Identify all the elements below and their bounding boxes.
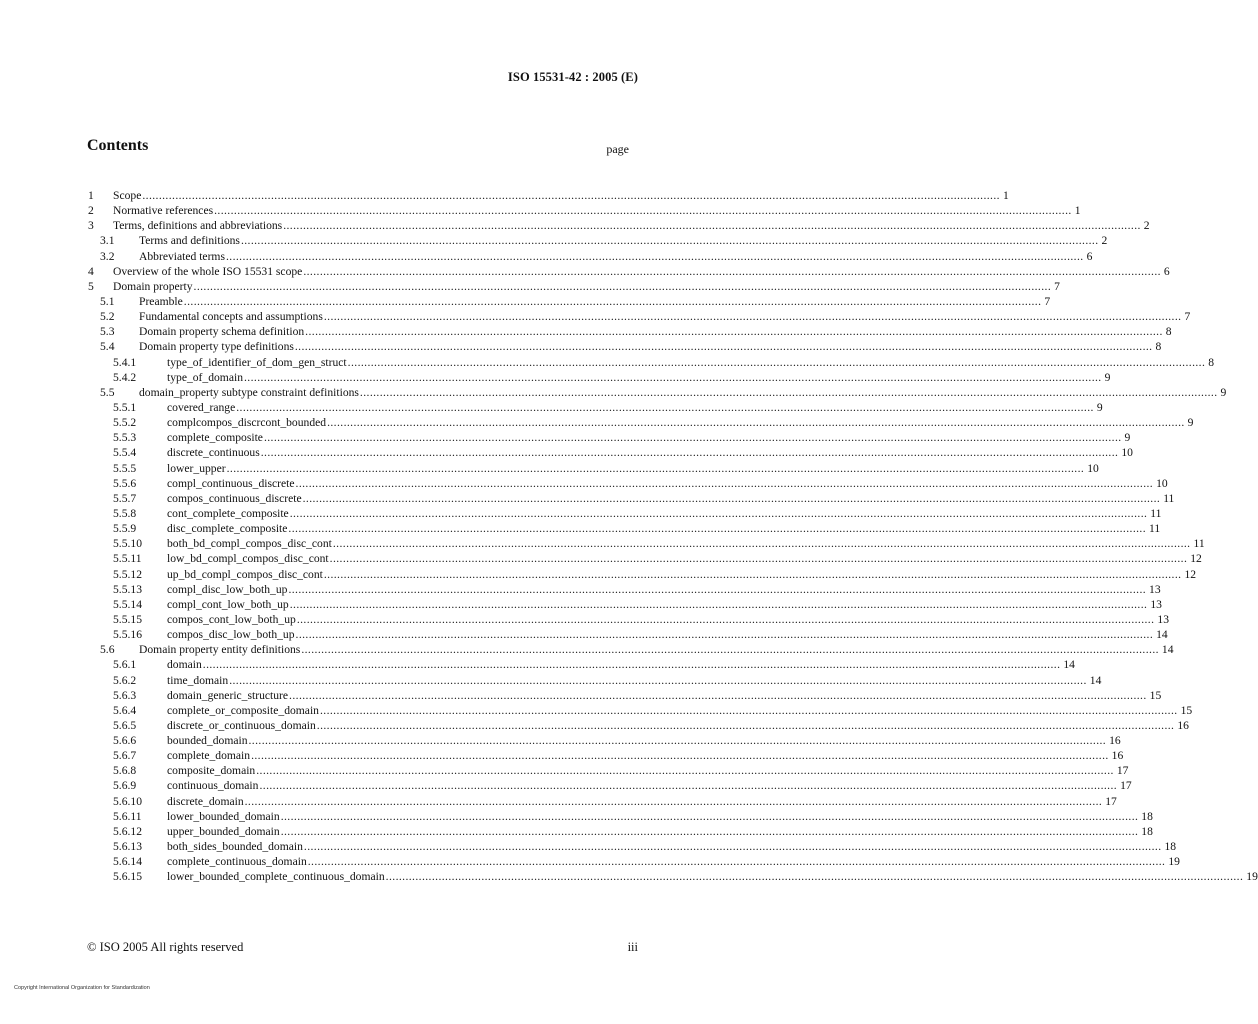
toc-entry-title: discrete_continuous [167,446,260,460]
toc-entry[interactable] [88,794,1117,809]
toc-entry[interactable] [88,748,1124,763]
toc-entry-page: 16 [1111,749,1124,763]
toc-entry-title: discrete_or_continuous_domain [167,718,316,732]
toc-entry[interactable] [88,854,1180,869]
toc-entry-page: 10 [1087,461,1099,475]
toc-entry-page: 16 [1109,734,1121,748]
toc-entry-number: 4 [88,264,94,278]
toc-entry-title: lower_bounded_complete_continuous_domain [167,870,385,884]
toc-entry-title: compl_disc_low_both_up [167,582,288,596]
toc-entry-page: 9 [1220,385,1227,399]
toc-entry[interactable] [88,430,1131,445]
dot-leader: .................................................................................................................................................................................................................................................................... [332,537,1191,551]
toc-entry-number: 5.4.2 [113,370,137,384]
toc-entry[interactable] [88,506,1162,521]
dot-leader: .................................................................................................................................................................................................................................................................... [329,552,1188,566]
toc-entry-number: 5.5.4 [113,446,137,460]
toc-entry-number: 1 [88,189,94,202]
toc-entry-number: 3 [88,219,94,233]
toc-entry-page: 8 [1155,340,1162,354]
toc-entry-title: compl_cont_low_both_up [167,597,289,611]
dot-leader: .................................................................................................................................................................................................................................................................... [295,476,1154,490]
toc-entry-number: 5.6.2 [113,673,137,687]
toc-entry-page: 2 [1101,234,1108,248]
dot-leader: .................................................................................................................................................................................................................................................................... [316,718,1175,732]
dot-leader: .................................................................................................................................................................................................................................................................... [319,703,1178,717]
toc-entry-title: both_bd_compl_compos_disc_cont [167,537,332,551]
toc-entry-number: 5.5.10 [113,537,142,551]
toc-entry-page: 11 [1193,537,1205,551]
toc-entry[interactable] [88,869,1258,884]
dot-leader: .................................................................................................................................................................................................................................................................... [236,400,1094,414]
toc-entry-page: 19 [1246,870,1258,884]
toc-entry-number: 5.6 [100,643,115,657]
toc-entry[interactable] [88,521,1161,536]
toc-entry[interactable] [88,324,1172,339]
toc-entry-title: Terms and definitions [139,234,240,248]
toc-entry[interactable] [88,612,1169,627]
page-column-label: page [606,142,629,156]
toc-entry-number: 5.5.5 [113,461,137,475]
toc-entry-title: Domain property type definitions [139,340,294,354]
toc-entry-number: 5.4 [100,340,115,354]
dot-leader: .................................................................................................................................................................................................................................................................... [296,612,1155,626]
toc-entry[interactable] [88,688,1162,703]
toc-entry-title: Abbreviated terms [139,249,225,263]
toc-entry[interactable] [88,233,1108,248]
dot-leader: .................................................................................................................................................................................................................................................................... [248,734,1107,748]
toc-entry[interactable] [88,733,1121,748]
toc-entry-page: 18 [1141,809,1153,823]
toc-entry-page: 13 [1149,582,1161,596]
toc-entry-title: type_of_identifier_of_dom_gen_struct [167,355,347,369]
toc-entry-page: 10 [1156,476,1168,490]
toc-entry-page: 1 [1074,204,1081,218]
toc-entry-page: 15 [1180,703,1193,717]
dot-leader: .................................................................................................................................................................................................................................................................... [256,764,1114,778]
toc-entry-page: 18 [1141,824,1153,838]
toc-entry-number: 3.2 [100,249,115,263]
dot-leader: .................................................................................................................................................................................................................................................................... [295,628,1154,642]
dot-leader: .................................................................................................................................................................................................................................................................... [288,522,1147,536]
document-identifier: ISO 15531-42 : 2005 (E) [507,70,638,84]
dot-leader: .................................................................................................................................................................................................................................................................... [142,189,1000,202]
toc-entry[interactable] [88,824,1153,839]
toc-entry-number: 5.5.15 [113,612,142,626]
toc-entry-title: Domain property [113,279,193,293]
toc-entry[interactable] [88,763,1129,778]
toc-entry-title: compl_continuous_discrete [167,476,295,490]
toc-entry-title: compos_cont_low_both_up [167,612,296,626]
dot-leader: .................................................................................................................................................................................................................................................................... [225,249,1084,263]
toc-entry-title: complete_composite [167,431,263,445]
toc-entry-page: 16 [1177,718,1189,732]
toc-entry-page: 19 [1168,855,1180,869]
toc-entry-number: 5.5.12 [113,567,142,581]
toc-entry-number: 5.6.6 [113,734,137,748]
toc-entry[interactable] [88,218,1150,233]
toc-entry-title: Normative references [113,204,214,218]
dot-leader: .................................................................................................................................................................................................................................................................... [305,325,1163,339]
toc-entry-page: 17 [1116,764,1129,778]
toc-entry-page: 8 [1165,325,1172,339]
toc-entry[interactable] [88,582,1161,597]
table-of-contents [88,188,1258,884]
toc-entry-page: 11 [1163,491,1175,505]
footer-page-number: iii [627,940,638,954]
toc-entry-number: 5.6.3 [113,688,137,702]
toc-entry[interactable] [88,597,1162,612]
dot-leader: .................................................................................................................................................................................................................................................................... [303,264,1161,278]
toc-entry-page: 6 [1086,249,1093,263]
toc-entry-number: 5.5.6 [113,476,137,490]
toc-entry[interactable] [88,461,1099,476]
toc-entry-title: domain_property subtype constraint definitions [139,385,359,399]
toc-entry-title: both_sides_bounded_domain [167,840,303,854]
toc-entry[interactable] [88,567,1197,582]
toc-entry[interactable] [88,491,1175,506]
dot-leader: .................................................................................................................................................................................................................................................................... [289,506,1148,520]
toc-entry-title: bounded_domain [167,734,248,748]
toc-entry-page: 17 [1105,794,1117,808]
toc-entry-title: domain_generic_structure [167,688,289,702]
toc-entry[interactable] [88,279,1060,294]
toc-entry-number: 3.1 [100,234,115,248]
toc-entry-title: low_bd_compl_compos_disc_cont [167,552,329,566]
toc-entry-number: 5.6.5 [113,718,137,732]
toc-entry-number: 5.6.1 [113,658,137,672]
toc-entry-number: 5.5.11 [113,552,142,566]
toc-entry-number: 5.6.11 [113,809,142,823]
toc-entry-title: discrete_domain [167,794,244,808]
dot-leader: .................................................................................................................................................................................................................................................................... [202,658,1061,672]
toc-entry-title: Domain property schema definition [139,325,305,339]
toc-entry-number: 5.6.9 [113,779,137,793]
toc-entry-number: 5.2 [100,310,115,324]
dot-leader: .................................................................................................................................................................................................................................................................... [263,431,1122,445]
toc-entry-page: 18 [1164,840,1177,854]
toc-entry-title: Domain property entity definitions [139,643,301,657]
toc-entry-number: 5 [88,279,94,293]
toc-entry[interactable] [88,476,1168,491]
toc-entry-title: up_bd_compl_compos_disc_cont [167,567,323,581]
dot-leader: .................................................................................................................................................................................................................................................................... [280,809,1139,823]
dot-leader: .................................................................................................................................................................................................................................................................... [260,446,1119,460]
toc-entry[interactable] [88,203,1081,218]
toc-entry-page: 9 [1124,431,1131,445]
toc-entry-number: 5.6.4 [113,703,137,717]
toc-entry-page: 12 [1184,567,1197,581]
dot-leader: .................................................................................................................................................................................................................................................................... [288,582,1147,596]
toc-entry-number: 5.5.8 [113,506,137,520]
toc-entry-page: 15 [1149,688,1162,702]
toc-entry-page: 9 [1104,370,1111,384]
toc-entry[interactable] [88,551,1202,566]
toc-entry-title: Preamble [139,294,183,308]
toc-entry-number: 5.5.14 [113,597,142,611]
toc-entry-title: complete_continuous_domain [167,855,307,869]
dot-leader: .................................................................................................................................................................................................................................................................... [385,870,1244,884]
dot-leader: .................................................................................................................................................................................................................................................................... [244,370,1102,384]
dot-leader: .................................................................................................................................................................................................................................................................... [280,824,1139,838]
toc-entry-page: 13 [1150,597,1162,611]
toc-entry-page: 11 [1149,522,1161,536]
dot-leader: .................................................................................................................................................................................................................................................................... [240,234,1099,248]
toc-entry-number: 5.5.7 [113,491,137,505]
toc-entry-number: 5.1 [100,294,115,308]
toc-entry[interactable] [88,718,1189,733]
toc-entry[interactable] [88,673,1102,688]
toc-entry[interactable] [88,385,1227,400]
toc-entry-title: Overview of the whole ISO 15531 scope [113,264,303,278]
toc-entry-number: 2 [88,204,94,218]
toc-entry[interactable] [88,339,1162,354]
toc-entry-number: 5.5 [100,385,115,399]
toc-entry-number: 5.5.16 [113,628,142,642]
dot-leader: .................................................................................................................................................................................................................................................................... [301,643,1159,657]
dot-leader: .................................................................................................................................................................................................................................................................... [289,688,1147,702]
toc-entry-title: Scope [113,189,142,202]
toc-entry-title: composite_domain [167,764,256,778]
toc-entry-title: complcompos_discrcont_bounded [167,416,327,430]
toc-entry-page: 7 [1184,310,1191,324]
toc-entry-page: 7 [1044,294,1051,308]
toc-entry-title: cont_complete_composite [167,506,289,520]
dot-leader: .................................................................................................................................................................................................................................................................... [259,779,1118,793]
toc-entry-number: 5.5.13 [113,582,142,596]
toc-entry[interactable] [88,536,1205,551]
contents-heading: Contents [87,137,149,154]
toc-entry-page: 6 [1163,264,1170,278]
toc-entry-page: 14 [1063,658,1075,672]
toc-entry-number: 5.5.3 [113,431,137,445]
toc-entry-number: 5.3 [100,325,115,339]
dot-leader: .................................................................................................................................................................................................................................................................... [289,597,1148,611]
toc-entry-page: 2 [1143,219,1150,233]
dot-leader: .................................................................................................................................................................................................................................................................... [193,279,1052,293]
toc-entry-title: complete_or_composite_domain [167,703,319,717]
toc-entry-title: upper_bounded_domain [167,824,280,838]
toc-entry[interactable] [88,400,1103,415]
toc-entry-page: 11 [1150,506,1162,520]
toc-entry-number: 5.5.1 [113,400,137,414]
dot-leader: .................................................................................................................................................................................................................................................................... [183,294,1042,308]
toc-entry-title: Terms, definitions and abbreviations [113,219,283,233]
toc-entry[interactable] [88,294,1051,309]
toc-entry[interactable] [88,642,1174,657]
toc-entry-number: 5.6.10 [113,794,142,808]
dot-leader: .................................................................................................................................................................................................................................................................... [323,567,1182,581]
toc-entry[interactable] [88,415,1194,430]
toc-entry[interactable] [88,839,1177,854]
toc-entry[interactable] [88,309,1191,324]
dot-leader: .................................................................................................................................................................................................................................................................... [302,491,1161,505]
toc-entry-number: 5.6.15 [113,870,142,884]
toc-entry[interactable] [88,249,1093,264]
toc-entry-title: type_of_domain [167,370,243,384]
toc-entry-page: 7 [1054,279,1060,293]
toc-entry[interactable] [88,809,1153,824]
toc-entry-number: 5.5.9 [113,522,137,536]
toc-entry-page: 10 [1121,446,1133,460]
toc-entry-number: 5.6.14 [113,855,142,869]
toc-entry-page: 9 [1187,416,1194,430]
toc-entry[interactable] [88,264,1170,279]
dot-leader: .................................................................................................................................................................................................................................................................... [244,794,1103,808]
toc-entry[interactable] [88,657,1075,672]
toc-entry[interactable] [88,627,1168,642]
toc-entry[interactable] [88,188,1009,203]
toc-entry-title: compos_continuous_discrete [167,491,302,505]
dot-leader: .................................................................................................................................................................................................................................................................... [327,416,1185,430]
toc-entry-page: 17 [1120,779,1132,793]
toc-entry[interactable] [88,778,1132,793]
toc-entry-page: 12 [1190,552,1202,566]
toc-entry-number: 5.6.8 [113,764,137,778]
dot-leader: .................................................................................................................................................................................................................................................................... [359,385,1218,399]
dot-leader: .................................................................................................................................................................................................................................................................... [229,673,1087,687]
copyright-notice: Copyright International Organization for Standardization [14,985,150,991]
toc-entry-title: Fundamental concepts and assumptions [139,310,323,324]
toc-entry-page: 9 [1096,400,1103,414]
dot-leader: .................................................................................................................................................................................................................................................................... [214,204,1072,218]
toc-entry-title: disc_complete_composite [167,522,288,536]
toc-entry-page: 1 [1002,189,1009,202]
dot-leader: .................................................................................................................................................................................................................................................................... [294,340,1153,354]
dot-leader: .................................................................................................................................................................................................................................................................... [226,461,1085,475]
toc-entry-number: 5.6.7 [113,749,137,763]
toc-entry-number: 5.4.1 [113,355,137,369]
toc-entry[interactable] [88,370,1111,385]
toc-entry-title: lower_bounded_domain [167,809,280,823]
toc-entry-title: compos_disc_low_both_up [167,628,295,642]
toc-entry-page: 14 [1161,643,1174,657]
toc-entry-title: time_domain [167,673,229,687]
dot-leader: .................................................................................................................................................................................................................................................................... [307,855,1166,869]
toc-entry-page: 14 [1089,673,1102,687]
dot-leader: .................................................................................................................................................................................................................................................................... [251,749,1109,763]
toc-entry-number: 5.6.13 [113,840,142,854]
toc-entry-page: 13 [1157,612,1169,626]
toc-entry-title: continuous_domain [167,779,259,793]
toc-entry-title: domain [167,658,202,672]
dot-leader: .................................................................................................................................................................................................................................................................... [347,355,1206,369]
toc-entry-page: 14 [1156,628,1168,642]
toc-entry[interactable] [88,355,1215,370]
toc-entry-title: covered_range [167,400,236,414]
toc-entry[interactable] [88,445,1133,460]
dot-leader: .................................................................................................................................................................................................................................................................... [323,310,1182,324]
toc-entry-title: lower_upper [167,461,226,475]
toc-entry-page: 8 [1208,355,1215,369]
toc-entry[interactable] [88,703,1193,718]
toc-entry-title: complete_domain [167,749,251,763]
dot-leader: .................................................................................................................................................................................................................................................................... [303,840,1162,854]
dot-leader: .................................................................................................................................................................................................................................................................... [283,219,1141,233]
footer-copyright: © ISO 2005 All rights reserved [87,940,244,954]
toc-entry-number: 5.6.12 [113,824,142,838]
toc-entry-number: 5.5.2 [113,416,137,430]
